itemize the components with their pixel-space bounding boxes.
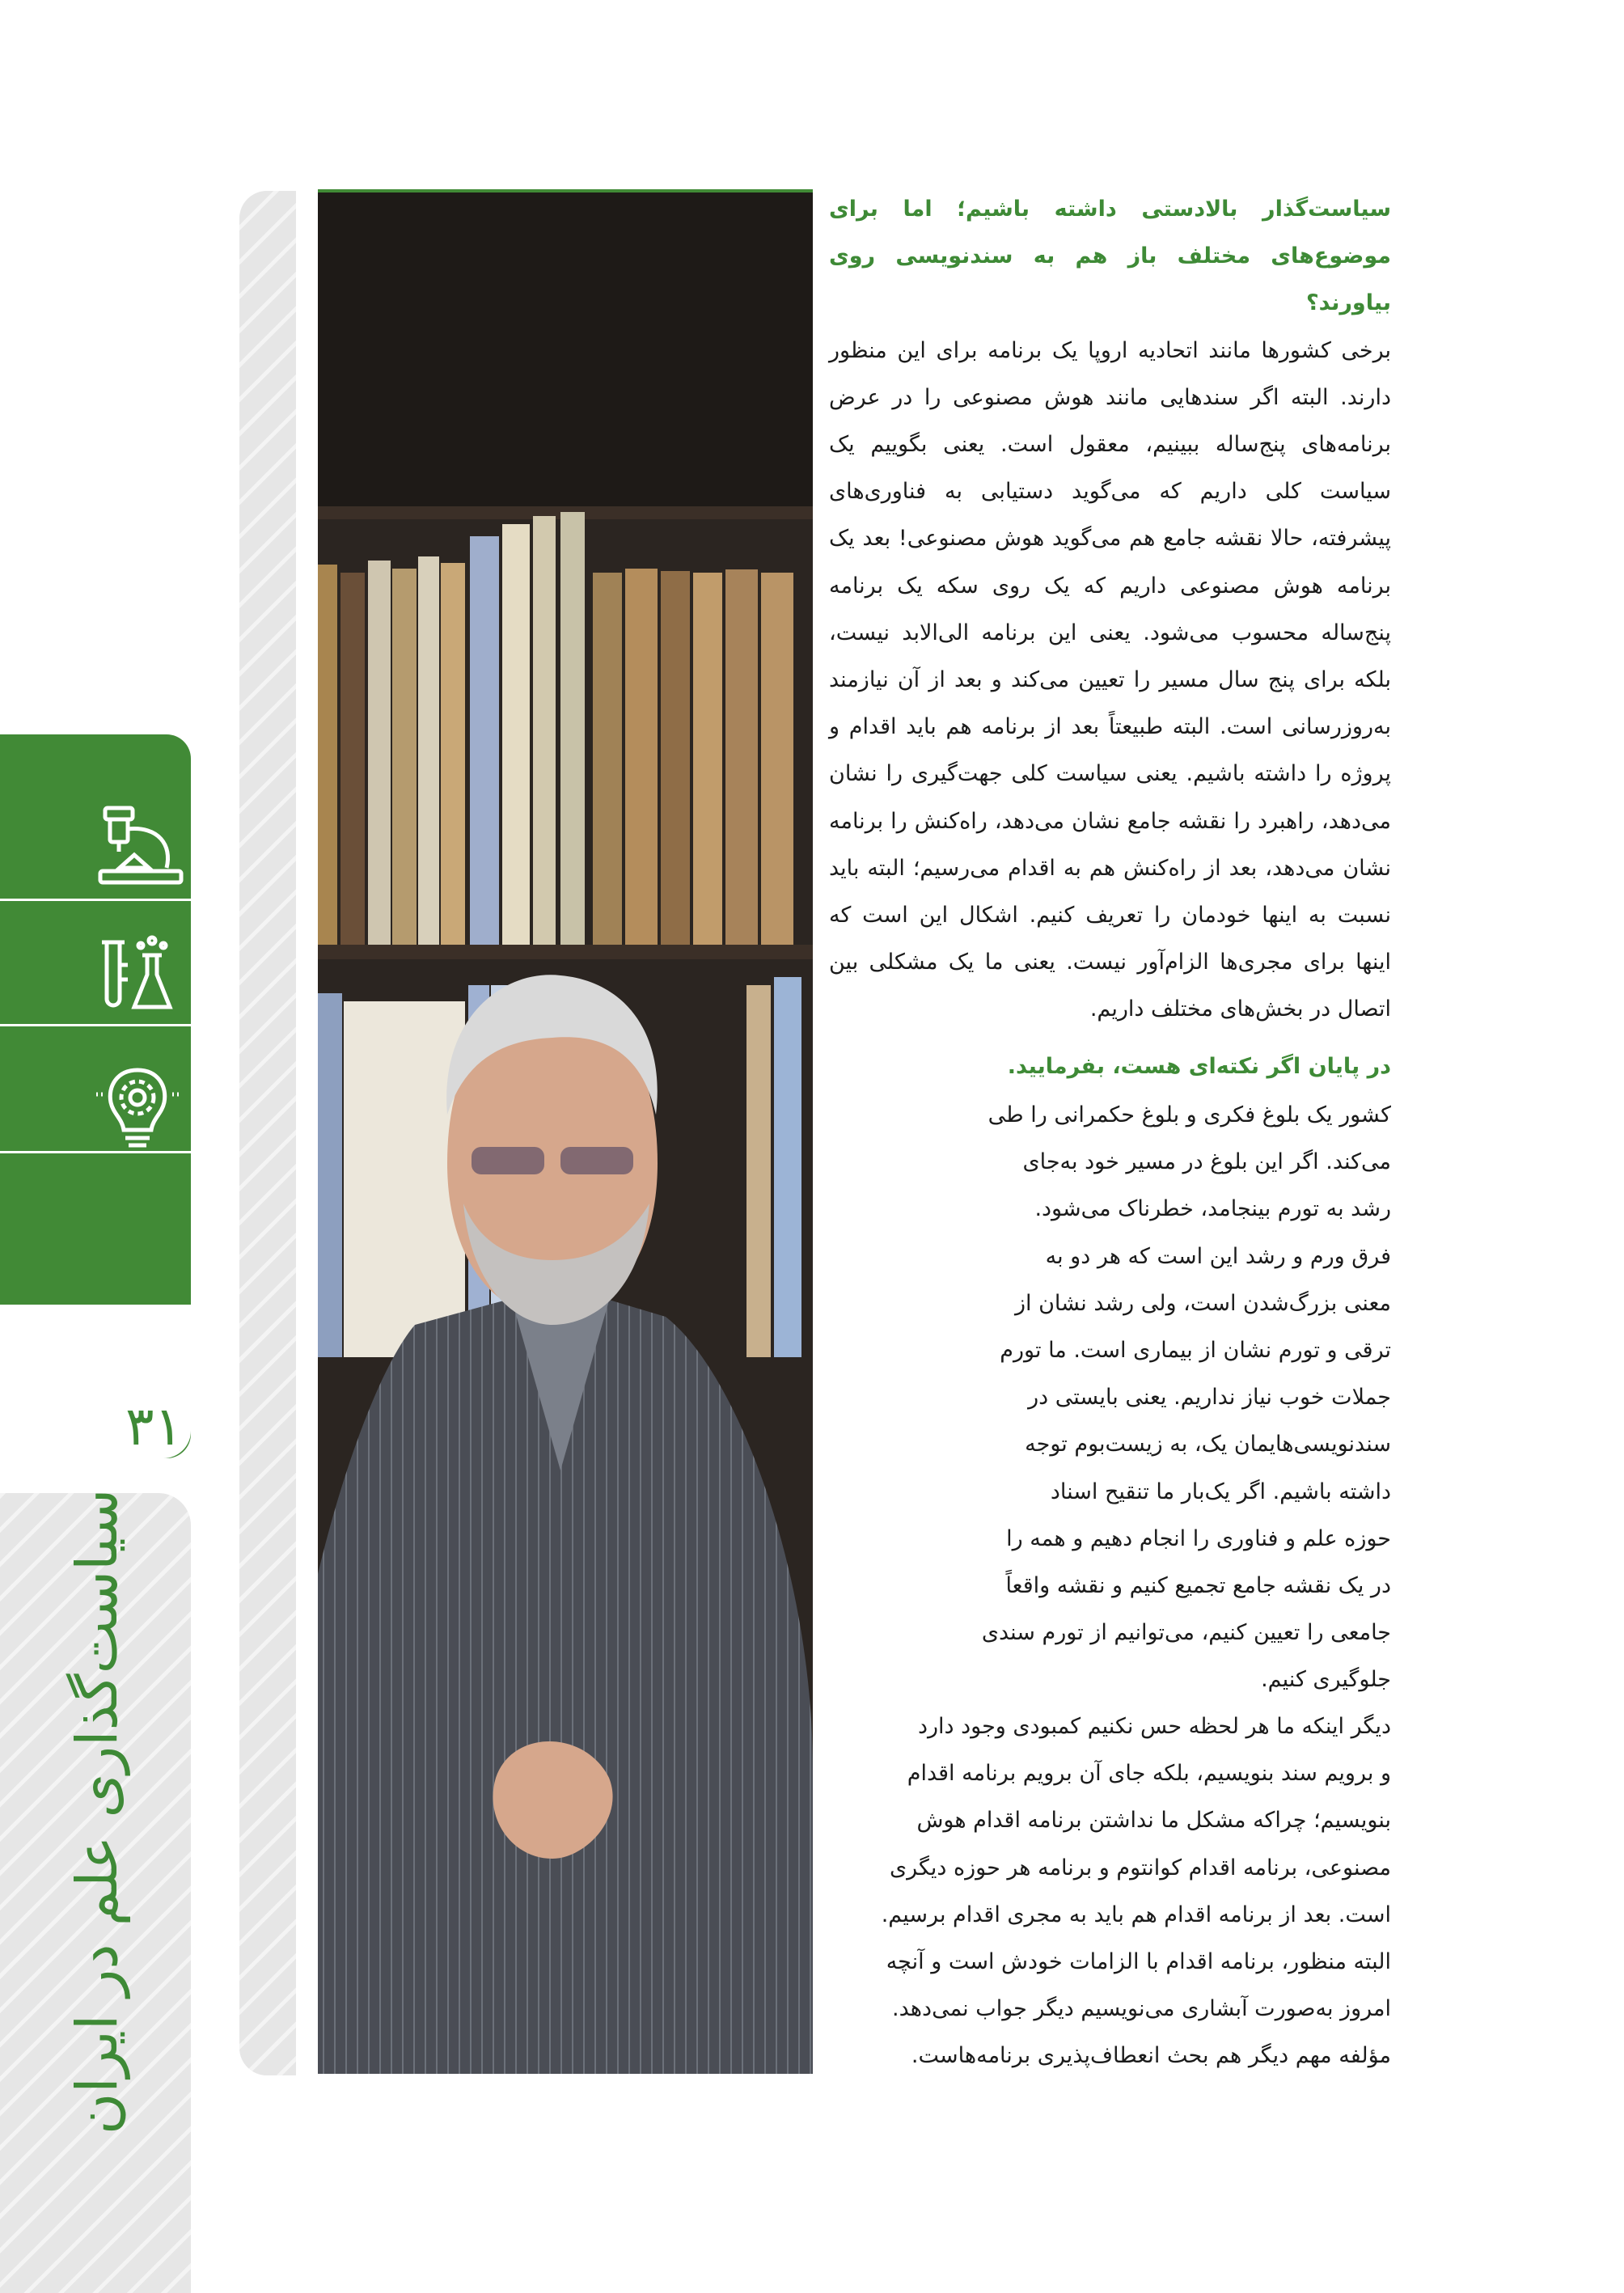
- text-line: بنویسیم؛ چراکه مشکل ما نداشتن برنامه اقدام هوش: [916, 1808, 1391, 1834]
- tab-divider: [0, 1151, 191, 1153]
- text-line: مؤلفه مهم دیگر هم بحث انعطاف‌پذیری برنامه‌هاست.: [911, 2043, 1391, 2069]
- text-line: در یک نقشه جامع تجمیع کنیم و نقشه واقعاً: [1005, 1573, 1391, 1599]
- question-heading: در پایان اگر نکته‌ای هست، بفرمایید.: [1007, 1054, 1391, 1079]
- text-line: ترقی و تورم نشان از بیماری است. ما تورم: [1000, 1338, 1391, 1364]
- sidebar-tab: [0, 734, 191, 1458]
- article-column-bottom: [849, 1043, 1391, 1090]
- lightbulb-gear-icon: [93, 1062, 182, 1151]
- text-line: جملات خوب نیاز نداریم. یعنی بایستی در: [1028, 1385, 1391, 1411]
- text-line: داشته باشیم. اگر یک‌بار ما تنقیح اسناد: [1050, 1479, 1391, 1504]
- answer-paragraph: برخی کشورها مانند اتحادیه اروپا یک برنامه برای این منظور دارند. البته اگر سندهایی مانند هوش مصنوعی را در عرض برنامه‌های پنج‌ساله ببینیم، معقول است. یعنی بگوییم یک سیاست کلی داریم که می‌گوید دستیابی به فناوری‌های پیشرفته، حالا نقشه جامع هم می‌گوید هوش مصنوعی! بعد یک برنامه هوش مصنوعی داریم که یک روی سکه یک برنامه پنج‌ساله محسوب می‌شود. یعنی این برنامه الی‌الابد نیست، بلکه برای پنج سال مسیر را تعیین می‌کند و بعد از آن نیازمند به‌روزرسانی است. البته طبیعتاً بعد از برنامه هم باید اقدام و پروژه را داشته باشیم. یعنی سیاست کلی جهت‌گیری را نشان می‌دهد، راهبرد را نقشه جامع نشان می‌دهد، راه‌کنش را برنامه نشان می‌دهد، بعد از راه‌کنش هم به اقدام می‌رسیم؛ البته باید نسبت به اینها خودمان را تعریف کنیم. اشکال این است که اینها برای مجری‌ها الزام‌آور نیست. یعنی ما یک مشکلی بین اتصال در بخش‌های مختلف داریم.: [829, 337, 1391, 1022]
- page-number-text: ۳۱: [125, 1395, 183, 1457]
- text-line: جامعی را تعیین کنیم، می‌توانیم از تورم سندی: [981, 1620, 1391, 1646]
- decorative-stripe-column: [239, 191, 296, 2075]
- flasks-icon: [95, 933, 184, 1017]
- text-line: مصنوعی، برنامه اقدام کوانتوم و برنامه هر حوزه دیگری: [889, 1855, 1391, 1881]
- text-line: دیگر اینکه ما هر لحظه حس نکنیم کمبودی وجود دارد: [917, 1714, 1391, 1739]
- text-line: حوزه علم و فناوری را انجام دهیم و همه را: [1006, 1525, 1391, 1551]
- text-line: می‌کند. اگر این بلوغ در مسیر خود به‌جای: [1022, 1149, 1391, 1175]
- section-title-text: سیاست‌گذاری علم در ایران: [64, 1488, 130, 2135]
- text-line: امروز به‌صورت آبشاری می‌نویسیم دیگر جواب نمی‌دهد.: [892, 1996, 1391, 2022]
- tab-divider: [0, 1024, 191, 1026]
- tab-divider: [0, 899, 191, 901]
- text-line: البته منظور، برنامه اقدام با الزامات خودش است و آنچه: [886, 1949, 1391, 1975]
- text-line: و برویم سند بنویسیم، بلکه جای آن برویم برنامه اقدام: [907, 1761, 1391, 1787]
- microscope-icon: [95, 803, 184, 892]
- page-number: [0, 1305, 191, 1458]
- text-line: است. بعد از برنامه اقدام هم باید به مجری اقدام برسیم.: [881, 1902, 1391, 1927]
- question-heading: سیاست‌گذار بالادستی داشته باشیم؛ اما برای موضوع‌های مختلف باز هم به سندنویسی روی بیاورند؟: [829, 197, 1391, 316]
- article-lines-middle: [849, 1092, 1391, 1704]
- text-line: سندنویسی‌هایمان یک، به زیست‌بوم توجه: [1025, 1432, 1391, 1457]
- article-lines-bottom: [809, 1703, 1391, 2080]
- section-title: [36, 1488, 158, 2135]
- text-line: معنی بزرگ‌شدن است، ولی رشد نشان از: [1014, 1290, 1391, 1316]
- article-column-top: [829, 186, 1391, 1034]
- text-line: فرق ورم و رشد این است که هر دو به: [1045, 1243, 1391, 1269]
- text-line: جلوگیری کنیم.: [1261, 1667, 1391, 1693]
- text-line: رشد به تورم بینجامد، خطرناک می‌شود.: [1034, 1196, 1391, 1222]
- text-line: کشور یک بلوغ فکری و بلوغ حکمرانی را طی: [988, 1102, 1391, 1127]
- portrait-photo: [318, 192, 813, 2074]
